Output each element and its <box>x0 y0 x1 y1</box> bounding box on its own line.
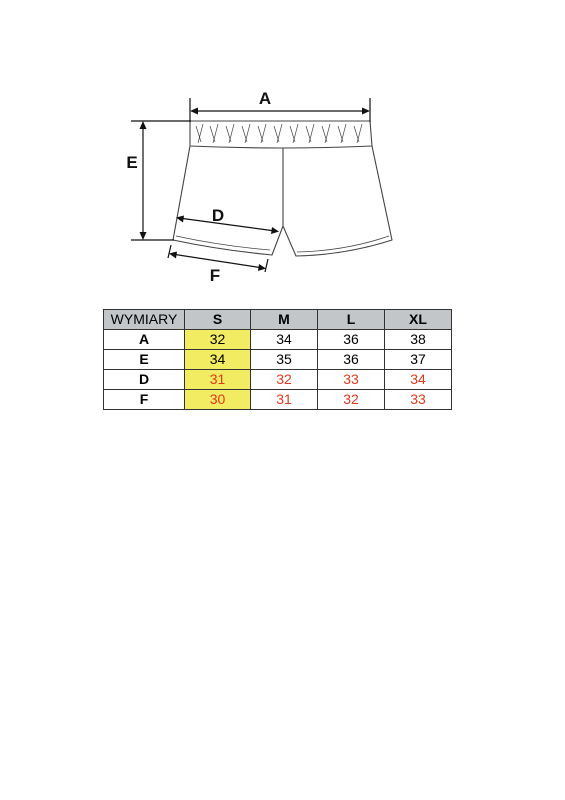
row-label: F <box>104 390 185 410</box>
size-header-m: M <box>251 310 318 330</box>
dimension-d <box>176 216 279 235</box>
dimension-label-d: D <box>211 206 225 225</box>
table-cell: 31 <box>251 390 318 410</box>
shorts-outline <box>173 121 392 256</box>
size-header-row <box>104 310 452 330</box>
row-label: A <box>104 330 185 350</box>
table-cell: 37 <box>385 350 452 370</box>
table-row <box>104 350 452 370</box>
size-header-xl: XL <box>385 310 452 330</box>
table-corner-label: WYMIARY <box>104 310 185 330</box>
table-cell: 33 <box>318 370 385 390</box>
table-cell: 32 <box>251 370 318 390</box>
size-table <box>103 309 452 410</box>
table-cell: 32 <box>318 390 385 410</box>
table-cell: 38 <box>385 330 452 350</box>
table-cell: 31 <box>185 370 251 390</box>
table-cell: 35 <box>251 350 318 370</box>
table-cell: 34 <box>385 370 452 390</box>
table-row <box>104 330 452 350</box>
dimension-label-f: F <box>209 266 221 285</box>
table-cell: 34 <box>185 350 251 370</box>
dimension-a <box>190 98 370 122</box>
table-cell: 33 <box>385 390 452 410</box>
table-cell: 34 <box>251 330 318 350</box>
table-cell: 32 <box>185 330 251 350</box>
table-cell: 36 <box>318 350 385 370</box>
row-label: E <box>104 350 185 370</box>
dimension-e <box>131 121 191 240</box>
table-cell: 36 <box>318 330 385 350</box>
dimension-label-e: E <box>126 153 138 172</box>
table-cell: 30 <box>185 390 251 410</box>
size-header-s: S <box>185 310 251 330</box>
size-header-l: L <box>318 310 385 330</box>
row-label: D <box>104 370 185 390</box>
table-row <box>104 370 452 390</box>
table-row <box>104 390 452 410</box>
dimension-label-a: A <box>258 89 272 108</box>
shorts-measurement-diagram <box>0 0 565 300</box>
